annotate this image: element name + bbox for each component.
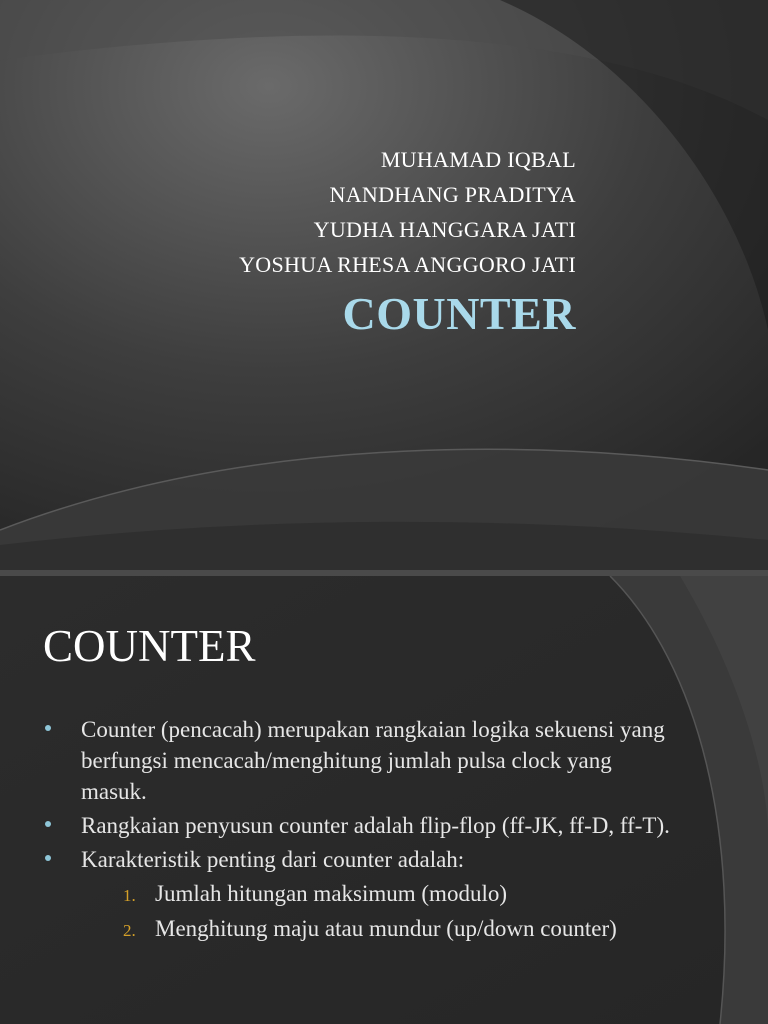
bullet-text: Rangkaian penyusun counter adalah flip-flop (ff-JK, ff-D, ff-T).: [81, 813, 670, 838]
bullet-icon: [45, 725, 51, 731]
author-name: NANDHANG PRADITYA: [329, 182, 576, 207]
slide-body: [43, 714, 683, 948]
bullet-icon: [45, 855, 51, 861]
bullet-text: Counter (pencacah) merupakan rangkaian logika sekuensi yang berfungsi mencacah/menghitung jumlah pulsa clock yang masuk.: [81, 717, 665, 804]
author-name: YUDHA HANGGARA JATI: [313, 217, 576, 242]
content-slide: [0, 576, 768, 1024]
bullet-text: Karakteristik penting dari counter adalah:: [81, 847, 465, 872]
slide-title: COUNTER: [342, 288, 576, 339]
bullet-item: [43, 714, 683, 807]
bullet-item: [43, 810, 683, 841]
numbered-item: [43, 878, 683, 909]
item-number: 1.: [123, 886, 136, 905]
author-name: MUHAMAD IQBAL: [380, 147, 576, 172]
numbered-text: Menghitung maju atau mundur (up/down counter): [155, 916, 617, 941]
slide-title: COUNTER: [43, 621, 256, 671]
bullet-icon: [45, 821, 51, 827]
author-name: YOSHUA RHESA ANGGORO JATI: [239, 252, 576, 277]
numbered-text: Jumlah hitungan maksimum (modulo): [155, 881, 507, 906]
bullet-item: [43, 844, 683, 875]
numbered-item: [43, 913, 683, 944]
author-list: [239, 142, 576, 282]
item-number: 2.: [123, 921, 136, 940]
